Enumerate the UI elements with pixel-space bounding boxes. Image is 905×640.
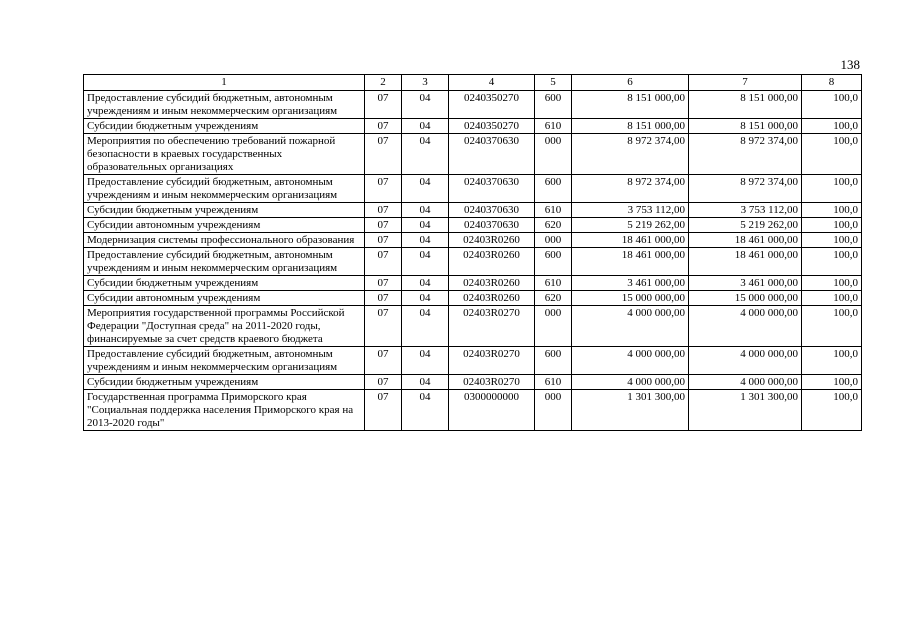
- row-target-article: 02403R0260: [449, 276, 535, 291]
- table-row: [84, 276, 862, 291]
- row-description: Субсидии бюджетным учреждениям: [84, 203, 365, 218]
- table-row: [84, 347, 862, 375]
- row-amount-executed: 15 000 000,00: [689, 291, 802, 306]
- row-section-code: 07: [365, 233, 402, 248]
- row-expense-type: 600: [535, 91, 572, 119]
- row-description: Предоставление субсидий бюджетным, автономным учреждениям и иным некоммерческим организациям: [84, 248, 365, 276]
- row-section-code: 07: [365, 306, 402, 347]
- table-row: [84, 375, 862, 390]
- row-subsection-code: 04: [402, 119, 449, 134]
- row-section-code: 07: [365, 119, 402, 134]
- row-amount-planned: 5 219 262,00: [572, 218, 689, 233]
- row-target-article: 0240370630: [449, 175, 535, 203]
- table-body: [84, 91, 862, 431]
- row-amount-executed: 8 972 374,00: [689, 175, 802, 203]
- row-percent: 100,0: [802, 347, 862, 375]
- row-amount-planned: 8 972 374,00: [572, 175, 689, 203]
- row-description: Субсидии бюджетным учреждениям: [84, 375, 365, 390]
- header-cell: 2: [365, 75, 402, 91]
- row-description: Субсидии автономным учреждениям: [84, 218, 365, 233]
- row-amount-executed: 8 972 374,00: [689, 134, 802, 175]
- row-section-code: 07: [365, 291, 402, 306]
- row-amount-planned: 4 000 000,00: [572, 306, 689, 347]
- row-expense-type: 610: [535, 119, 572, 134]
- row-section-code: 07: [365, 248, 402, 276]
- row-amount-executed: 3 461 000,00: [689, 276, 802, 291]
- row-percent: 100,0: [802, 291, 862, 306]
- row-target-article: 0300000000: [449, 390, 535, 431]
- row-amount-executed: 4 000 000,00: [689, 375, 802, 390]
- budget-table: [83, 74, 862, 431]
- row-subsection-code: 04: [402, 218, 449, 233]
- row-amount-executed: 4 000 000,00: [689, 306, 802, 347]
- header-cell: 6: [572, 75, 689, 91]
- row-percent: 100,0: [802, 134, 862, 175]
- table-row: [84, 134, 862, 175]
- row-expense-type: 000: [535, 233, 572, 248]
- row-description: Субсидии бюджетным учреждениям: [84, 119, 365, 134]
- row-amount-planned: 8 151 000,00: [572, 119, 689, 134]
- row-description: Модернизация системы профессионального образования: [84, 233, 365, 248]
- row-subsection-code: 04: [402, 134, 449, 175]
- row-target-article: 0240370630: [449, 218, 535, 233]
- row-amount-planned: 3 461 000,00: [572, 276, 689, 291]
- row-description: Предоставление субсидий бюджетным, автономным учреждениям и иным некоммерческим организациям: [84, 347, 365, 375]
- row-target-article: 0240350270: [449, 119, 535, 134]
- header-cell: 4: [449, 75, 535, 91]
- row-amount-planned: 4 000 000,00: [572, 347, 689, 375]
- row-subsection-code: 04: [402, 233, 449, 248]
- row-subsection-code: 04: [402, 175, 449, 203]
- row-section-code: 07: [365, 390, 402, 431]
- row-subsection-code: 04: [402, 291, 449, 306]
- table-row: [84, 91, 862, 119]
- row-section-code: 07: [365, 218, 402, 233]
- table-row: [84, 119, 862, 134]
- row-description: Субсидии автономным учреждениям: [84, 291, 365, 306]
- table-row: [84, 248, 862, 276]
- row-expense-type: 620: [535, 218, 572, 233]
- row-percent: 100,0: [802, 203, 862, 218]
- row-expense-type: 600: [535, 248, 572, 276]
- header-cell: 3: [402, 75, 449, 91]
- header-cell: 1: [84, 75, 365, 91]
- row-section-code: 07: [365, 175, 402, 203]
- row-amount-planned: 15 000 000,00: [572, 291, 689, 306]
- row-section-code: 07: [365, 203, 402, 218]
- row-subsection-code: 04: [402, 375, 449, 390]
- row-description: Предоставление субсидий бюджетным, автономным учреждениям и иным некоммерческим организациям: [84, 91, 365, 119]
- row-percent: 100,0: [802, 276, 862, 291]
- table-row: [84, 218, 862, 233]
- row-section-code: 07: [365, 347, 402, 375]
- row-target-article: 0240350270: [449, 91, 535, 119]
- row-amount-executed: 4 000 000,00: [689, 347, 802, 375]
- row-expense-type: 000: [535, 134, 572, 175]
- row-target-article: 02403R0270: [449, 375, 535, 390]
- row-expense-type: 600: [535, 175, 572, 203]
- row-subsection-code: 04: [402, 248, 449, 276]
- row-expense-type: 620: [535, 291, 572, 306]
- row-target-article: 02403R0260: [449, 248, 535, 276]
- row-amount-planned: 8 151 000,00: [572, 91, 689, 119]
- row-target-article: 0240370630: [449, 134, 535, 175]
- row-subsection-code: 04: [402, 306, 449, 347]
- row-expense-type: 610: [535, 203, 572, 218]
- row-amount-planned: 8 972 374,00: [572, 134, 689, 175]
- table-row: [84, 233, 862, 248]
- row-amount-executed: 3 753 112,00: [689, 203, 802, 218]
- row-expense-type: 610: [535, 276, 572, 291]
- row-target-article: 02403R0270: [449, 347, 535, 375]
- row-percent: 100,0: [802, 233, 862, 248]
- row-subsection-code: 04: [402, 91, 449, 119]
- table-row: [84, 390, 862, 431]
- row-percent: 100,0: [802, 218, 862, 233]
- row-subsection-code: 04: [402, 390, 449, 431]
- row-percent: 100,0: [802, 375, 862, 390]
- row-description: Государственная программа Приморского края "Социальная поддержка населения Приморского края на 2013-2020 годы": [84, 390, 365, 431]
- row-percent: 100,0: [802, 119, 862, 134]
- row-target-article: 02403R0270: [449, 306, 535, 347]
- row-expense-type: 600: [535, 347, 572, 375]
- row-amount-planned: 1 301 300,00: [572, 390, 689, 431]
- row-percent: 100,0: [802, 306, 862, 347]
- header-row: [84, 75, 862, 91]
- row-amount-planned: 18 461 000,00: [572, 248, 689, 276]
- row-expense-type: 000: [535, 390, 572, 431]
- row-subsection-code: 04: [402, 347, 449, 375]
- row-amount-planned: 18 461 000,00: [572, 233, 689, 248]
- row-section-code: 07: [365, 91, 402, 119]
- table-row: [84, 203, 862, 218]
- row-percent: 100,0: [802, 390, 862, 431]
- row-subsection-code: 04: [402, 203, 449, 218]
- header-cell: 8: [802, 75, 862, 91]
- row-amount-executed: 8 151 000,00: [689, 119, 802, 134]
- row-subsection-code: 04: [402, 276, 449, 291]
- row-amount-executed: 18 461 000,00: [689, 233, 802, 248]
- row-amount-planned: 3 753 112,00: [572, 203, 689, 218]
- row-expense-type: 000: [535, 306, 572, 347]
- row-target-article: 0240370630: [449, 203, 535, 218]
- header-cell: 7: [689, 75, 802, 91]
- table-row: [84, 306, 862, 347]
- row-target-article: 02403R0260: [449, 233, 535, 248]
- row-section-code: 07: [365, 375, 402, 390]
- row-description: Субсидии бюджетным учреждениям: [84, 276, 365, 291]
- row-amount-executed: 8 151 000,00: [689, 91, 802, 119]
- row-section-code: 07: [365, 134, 402, 175]
- row-amount-planned: 4 000 000,00: [572, 375, 689, 390]
- page-number: 138: [840, 57, 860, 72]
- row-amount-executed: 18 461 000,00: [689, 248, 802, 276]
- table-row: [84, 291, 862, 306]
- row-percent: 100,0: [802, 175, 862, 203]
- row-description: Мероприятия государственной программы Российской Федерации "Доступная среда" на 2011-2020 годы, финансируемые за счет средств краевого бюджета: [84, 306, 365, 347]
- row-percent: 100,0: [802, 91, 862, 119]
- row-description: Предоставление субсидий бюджетным, автономным учреждениям и иным некоммерческим организациям: [84, 175, 365, 203]
- row-expense-type: 610: [535, 375, 572, 390]
- row-percent: 100,0: [802, 248, 862, 276]
- header-cell: 5: [535, 75, 572, 91]
- row-amount-executed: 5 219 262,00: [689, 218, 802, 233]
- row-description: Мероприятия по обеспечению требований пожарной безопасности в краевых государственных образовательных организациях: [84, 134, 365, 175]
- row-amount-executed: 1 301 300,00: [689, 390, 802, 431]
- row-section-code: 07: [365, 276, 402, 291]
- table-row: [84, 175, 862, 203]
- row-target-article: 02403R0260: [449, 291, 535, 306]
